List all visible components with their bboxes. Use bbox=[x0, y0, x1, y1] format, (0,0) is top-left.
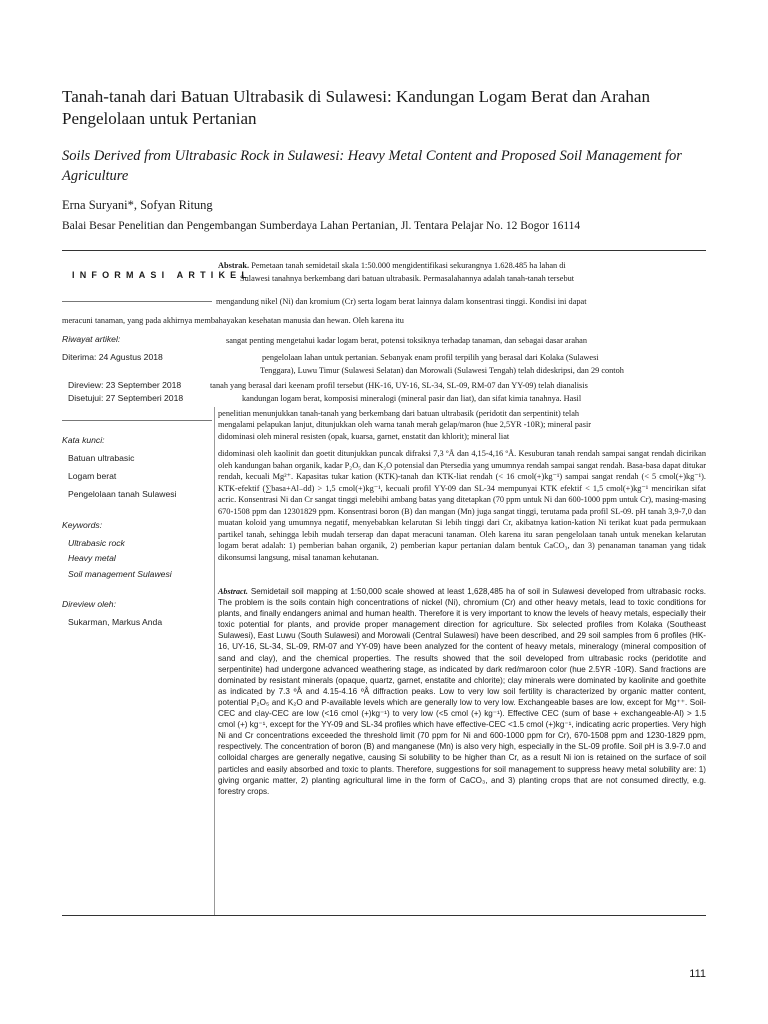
keywords-heading: Keywords: bbox=[62, 520, 103, 530]
affiliation: Balai Besar Penelitian dan Pengembangan Sumberdaya Lahan Pertanian, Jl. Tentara Pelajar No. 12 Bogor 16114 bbox=[62, 220, 581, 232]
received-date: Diterima: 24 Agustus 2018 bbox=[62, 352, 163, 362]
kata-kunci-heading: Kata kunci: bbox=[62, 435, 105, 445]
abstrak-line: tanah yang berasal dari keenam profil tersebut (HK-16, UY-16, SL-34, SL-09, RM-07 dan YY-09) telah dianalisis bbox=[210, 381, 588, 390]
abstract-english: Abstract. Semidetail soil mapping at 1:50,000 scale showed at least 1,628,485 ha of soil in Sulawesi developed from ultrabasic rocks. The problem is the soils contain high concentrations of nickel (Ni), chromium (Cr) and other heavy metals, lead to toxic conditions for plants, and finally endangers animal and human health. Therefore it is very important to know the levels of heavy metals, especially their toxic potential for plants, and provide proper management direction for agriculture. Six selected profiles from Kolaka (Southeast Sulawesi), East Luwu (South Sulawesi) and Morowali (Central Sulawesi) have been described, and 29 soil samples from 6 profiles (HK-16, UY-16, SL-34, SL-09, RM-07 and YY-09) have been analyzed for the content of heavy metals, mineralogy (mineral composition of sand and clay), and the chemical properties. The results showed that the soil developed from ultrabasic rocks (peridotite and serpentinite) had undergone advanced weathering stage, as indicated by dark red/maroon color (hue 2.5YR -10R). Sand fractions are dominated by resistant minerals (opaque, quartz, garnet, enstatite and chlorite); clay minerals were dominated by kaolinite and goethite as indicated by 7.3 ºÅ and 4.15-4.16 ºÅ diffraction peaks. Low to very low soil fertility is characterized by organic matter content, potential P₂O₅ and K₂O and P-available levels which are generally low to very low. Exchangeable bases are low, except for Mg⁺⁺. Soil-CEC and clay-CEC are low (<16 cmol (+)kg⁻¹) to very low (<5 cmol (+) kg⁻¹). Effective CEC (sum of base + exchangeable-Al) > 1.5 cmol (+) kg⁻¹, except for the YY-09 and SL-34 profiles which have effective-CEC <1.5 cmol (+)kg⁻¹, indicating acric properties. Very high Ni and Cr concentrations exceeded the threshold limit (70 ppm for Ni and 600-1000 ppm for Cr), 670-1508 ppm and 1230-1829 ppm, respectively. The concentration of boron (B) and manganese (Mn) is also very high, especially in the SL-09 profile. Soil pH is 3.9-7.0 and colloidal charges are generally negative, causing Si solubility to be higher than Cr, as a result Ni ion is retained on the surface of soil particles and easily absorbed and toxic to plants. Therefore, suggestions for soil management to suppress heavy metal solubility are: 1) giving organic matter, 2) planting agricultural lime in the form of CaCO₃, and 3) planting crops that are not consumed directly, e.g. forestry crops. bbox=[218, 587, 707, 796]
column-divider bbox=[214, 407, 215, 915]
page-number: 111 bbox=[689, 968, 706, 980]
reviewer-heading: Direview oleh: bbox=[62, 599, 116, 609]
abstrak-line: didominasi oleh mineral resisten (opak, kuarsa, garnet, enstatit dan khlorit); mineral liat bbox=[218, 432, 510, 441]
abstrak-line: Abstrak. Pemetaan tanah semidetail skala 1:50.000 mengidentifikasi sekurangnya 1.628.485 ha lahan di bbox=[218, 261, 566, 270]
history-heading: Riwayat artikel: bbox=[62, 334, 121, 344]
bottom-rule bbox=[62, 915, 706, 916]
kata-kunci-item: Logam berat bbox=[68, 471, 117, 481]
abstrak-line: kandungan logam berat, komposisi mineralogi (mineral pasir dan liat), dan sifat kimia tanahnya. Hasil bbox=[242, 394, 582, 403]
keyword-item: Soil management Sulawesi bbox=[68, 569, 172, 579]
abstrak-line: Sulawesi tanahnya berkembang dari batuan ultrabasik. Permasalahannya adalah tanah-tanah tersebut bbox=[240, 274, 575, 283]
abstrak-body: didominasi oleh kaolinit dan goetit ditunjukkan puncak difraksi 7,3 ºÅ dan 4,15-4,16 ºÅ. Kesuburan tanah rendah sampai sangat rendah dicirikan oleh kandungan bahan organik, kadar P₂O₅ dan K₂O potensial dan Ptersedia yang umumnya rendah sampai sangat rendah. Basa-basa dapat ditukar rendah, kecuali Mg²⁺. Kapasitas tukar kation (KTK)-tanah dan KTK-liat rendah (< 16 cmol(+)kg⁻¹) sampai sangat rendah (< 5 cmol(+)kg⁻¹). KTK-efektif (∑basa+Al₋dd) > 1,5 cmol(+)kg⁻¹, kecuali profil YY-09 dan SL-34 mempunyai KTK efektif < 1,5 cmol(+)kg⁻¹ mencirikan sifat acric. Konsentrasi Ni dan Cr sangat tinggi melebihi ambang batas yang ditetapkan (70 ppm untuk Ni dan 600-1000 ppm untuk Cr), masing-masing 670-1508 ppm dan 12301829 ppm. Konsentrasi boron (B) dan mangan (Mn) juga sangat tinggi, terutama pada profil SL-09. pH tanah 3,9-7,0 dan muatan koloid yang umumnya negatif, menyebabkan kelarutan Si lebih tinggi dari Cr, akibatnya kation-kation Ni terikat kuat pada permukaan partikel tanah, sehingga lebih mudah terserap dan dapat meracuni tanaman. Oleh karena itu saran pengelolaan tanah untuk menekan kelarutan logam berat adalah: 1) pemberian bahan organik, 2) pemberian kapur pertanian dalam bentuk CaCO₃, dan 3) penanaman tanaman yang tidak dikonsumsi langsung, misal tanaman kehutanan. bbox=[218, 449, 706, 562]
reviewers: Sukarman, Markus Anda bbox=[68, 617, 163, 627]
title-english: Soils Derived from Ultrabasic Rock in Sulawesi: Heavy Metal Content and Proposed Soil Management for Agriculture bbox=[62, 148, 682, 184]
abstract-label: Abstract. bbox=[218, 587, 248, 596]
sidebar-rule bbox=[62, 420, 212, 421]
keyword-item: Ultrabasic rock bbox=[68, 538, 125, 548]
kata-kunci-item: Batuan ultrabasic bbox=[68, 453, 135, 463]
abstrak-line: Tenggara), Luwu Timur (Sulawesi Selatan) dan Morowali (Sulawesi Tengah) telah dideskripsi, dan 29 contoh bbox=[260, 366, 624, 375]
title-indonesian: Tanah-tanah dari Batuan Ultrabasik di Sulawesi: Kandungan Logam Berat dan Arahan Pengelolaan untuk Pertanian bbox=[62, 87, 650, 128]
abstrak-line: mengandung nikel (Ni) dan kromium (Cr) serta logam berat lainnya dalam konsentrasi tinggi. Kondisi ini dapat bbox=[216, 297, 587, 306]
authors: Erna Suryani*, Sofyan Ritung bbox=[62, 198, 213, 212]
abstrak-line: penelitian menunjukkan tanah-tanah yang berkembang dari batuan ultrabasik (peridotit dan serpentinit) telah bbox=[218, 409, 580, 418]
accepted-date: Disetujui: 27 Septemberi 2018 bbox=[68, 393, 184, 403]
info-heading: INFORMASI ARTIKEL bbox=[72, 270, 253, 280]
abstrak-label: Abstrak. bbox=[218, 261, 250, 270]
reviewed-date: Direview: 23 September 2018 bbox=[68, 380, 182, 390]
kata-kunci-item: Pengelolaan tanah Sulawesi bbox=[68, 489, 177, 499]
top-rule bbox=[62, 250, 706, 251]
abstrak-line: mengalami pelapukan lanjut, ditunjukkan oleh warna tanah merah gelap/maron (hue 2,5YR -10R); mineral pasir bbox=[218, 420, 592, 429]
abstrak-line: pengelolaan lahan untuk pertanian. Sebanyak enam profil terpilih yang berasal dari Kolaka (Sulawesi bbox=[262, 353, 599, 362]
abstrak-line: meracuni tanaman, yang pada akhirnya membahayakan kesehatan manusia dan hewan. Oleh karena itu bbox=[62, 316, 404, 325]
keyword-item: Heavy metal bbox=[68, 553, 116, 563]
abstrak-line: sangat penting mengetahui kadar logam berat, potensi toksiknya terhadap tanaman, dan sebagai dasar arahan bbox=[226, 336, 588, 345]
sidebar-rule bbox=[62, 301, 212, 302]
